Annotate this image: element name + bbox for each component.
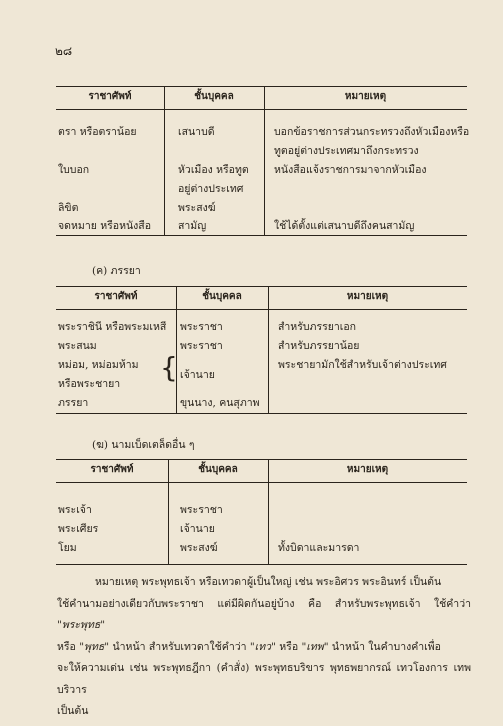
header-remarks: หมายเหตุ (344, 91, 387, 102)
table-cell: สำหรับภรรยาน้อย (278, 340, 360, 352)
table-cell: เจ้านาย (180, 523, 215, 535)
table-cell: หม่อม, หม่อมห้าม (58, 359, 139, 371)
header-remarks: หมายเหตุ (346, 464, 389, 475)
table-cell: พระสนม (58, 340, 97, 352)
header-remarks: หมายเหตุ (346, 291, 389, 302)
section-title-misc: (ฆ) นามเบ็ดเตล็ดอื่น ๆ (92, 439, 195, 451)
header-person-rank: ชั้นบุคคล (202, 291, 242, 302)
table-cell: จดหมาย หรือหนังสือ (58, 220, 152, 232)
table-cell: โยม (58, 542, 77, 554)
note-paragraph (57, 572, 471, 723)
table-cell: เสนาบดี (178, 126, 215, 138)
table-cell: ขุนนาง, คนสุภาพ (180, 397, 260, 409)
header-royal-term: ราชาศัพท์ (88, 91, 132, 102)
table-cell: หนังสือแจ้งราชการมาจากหัวเมือง (274, 164, 427, 176)
table-cell: ใช้ได้ตั้งแต่เสนาบดีถึงคนสามัญ (274, 220, 415, 232)
table-cell: อยู่ต่างประเทศ (178, 183, 244, 195)
table-cell: ทูตอยู่ต่างประเทศมาถึงกระทรวง (274, 145, 419, 157)
paragraph-line: หรือ "พุทธ" นำหน้า สำหรับเทวดาใช้คำว่า "เทว" หรือ "เทพ" นำหน้า ในคำบางคำเพื่อ (57, 640, 441, 653)
table-cell: หรือพระชายา (58, 378, 121, 390)
header-person-rank: ชั้นบุคคล (198, 464, 238, 475)
table-cell: สามัญ (178, 220, 207, 232)
table-cell: พระสงฆ์ (178, 202, 216, 214)
table-cell: ภรรยา (58, 397, 89, 409)
table-cell: ตรา หรือตราน้อย (58, 126, 137, 138)
section-title-wives: (ค) ภรรยา (92, 265, 141, 277)
paragraph-line: หมายเหตุ พระพุทธเจ้า หรือเทวดาผู้เป็นใหญ่ เช่น พระอิศวร พระอินทร์ เป็นต้น (95, 576, 442, 588)
page-number: ๒๘ (55, 44, 73, 58)
table-cell: พระชายามักใช้สำหรับเจ้าต่างประเทศ (278, 359, 447, 371)
table-cell: พระเจ้า (58, 504, 92, 516)
table-cell: บอกข้อราชการส่วนกระทรวงถึงหัวเมืองหรือ (274, 126, 470, 138)
paragraph-line: เป็นต้น (57, 705, 89, 717)
header-person-rank: ชั้นบุคคล (194, 91, 234, 102)
table-cell: เจ้านาย (180, 369, 215, 381)
header-royal-term: ราชาศัพท์ (90, 464, 134, 475)
table-cell: พระราชา (180, 340, 223, 352)
paragraph-line: จะให้ความเด่น เช่น พระพุทธฎีกา (คำสั่ง) พระพุทธบริขาร พุทธพยากรณ์ เทวโองการ เทพบริวาร (57, 662, 471, 696)
brace-symbol: { (160, 351, 178, 384)
table-documents (56, 86, 470, 236)
table-cell: หัวเมือง หรือทูต (178, 164, 249, 176)
header-royal-term: ราชาศัพท์ (94, 291, 138, 302)
table-cell: ใบบอก (58, 164, 90, 176)
table-cell: ทั้งบิดาและมารดา (278, 542, 360, 554)
table-cell: พระราชา (180, 504, 223, 516)
table-cell: สำหรับภรรยาเอก (278, 321, 357, 333)
table-cell: พระราชา (180, 321, 223, 333)
paragraph-line: ใช้คำนามอย่างเดียวกับพระราชา แต่มีผิดกันอยู่บ้าง คือ สำหรับพระพุทธเจ้า ใช้คำว่า "พระพุทธ" (57, 597, 471, 631)
table-cell: ลิขิต (58, 202, 79, 214)
table-cell: พระราชินี หรือพระมเหสี (58, 321, 167, 333)
table-wives (56, 286, 467, 414)
table-cell: พระสงฆ์ (180, 542, 218, 554)
table-cell: พระเศียร (58, 523, 99, 535)
table-misc (56, 459, 467, 565)
